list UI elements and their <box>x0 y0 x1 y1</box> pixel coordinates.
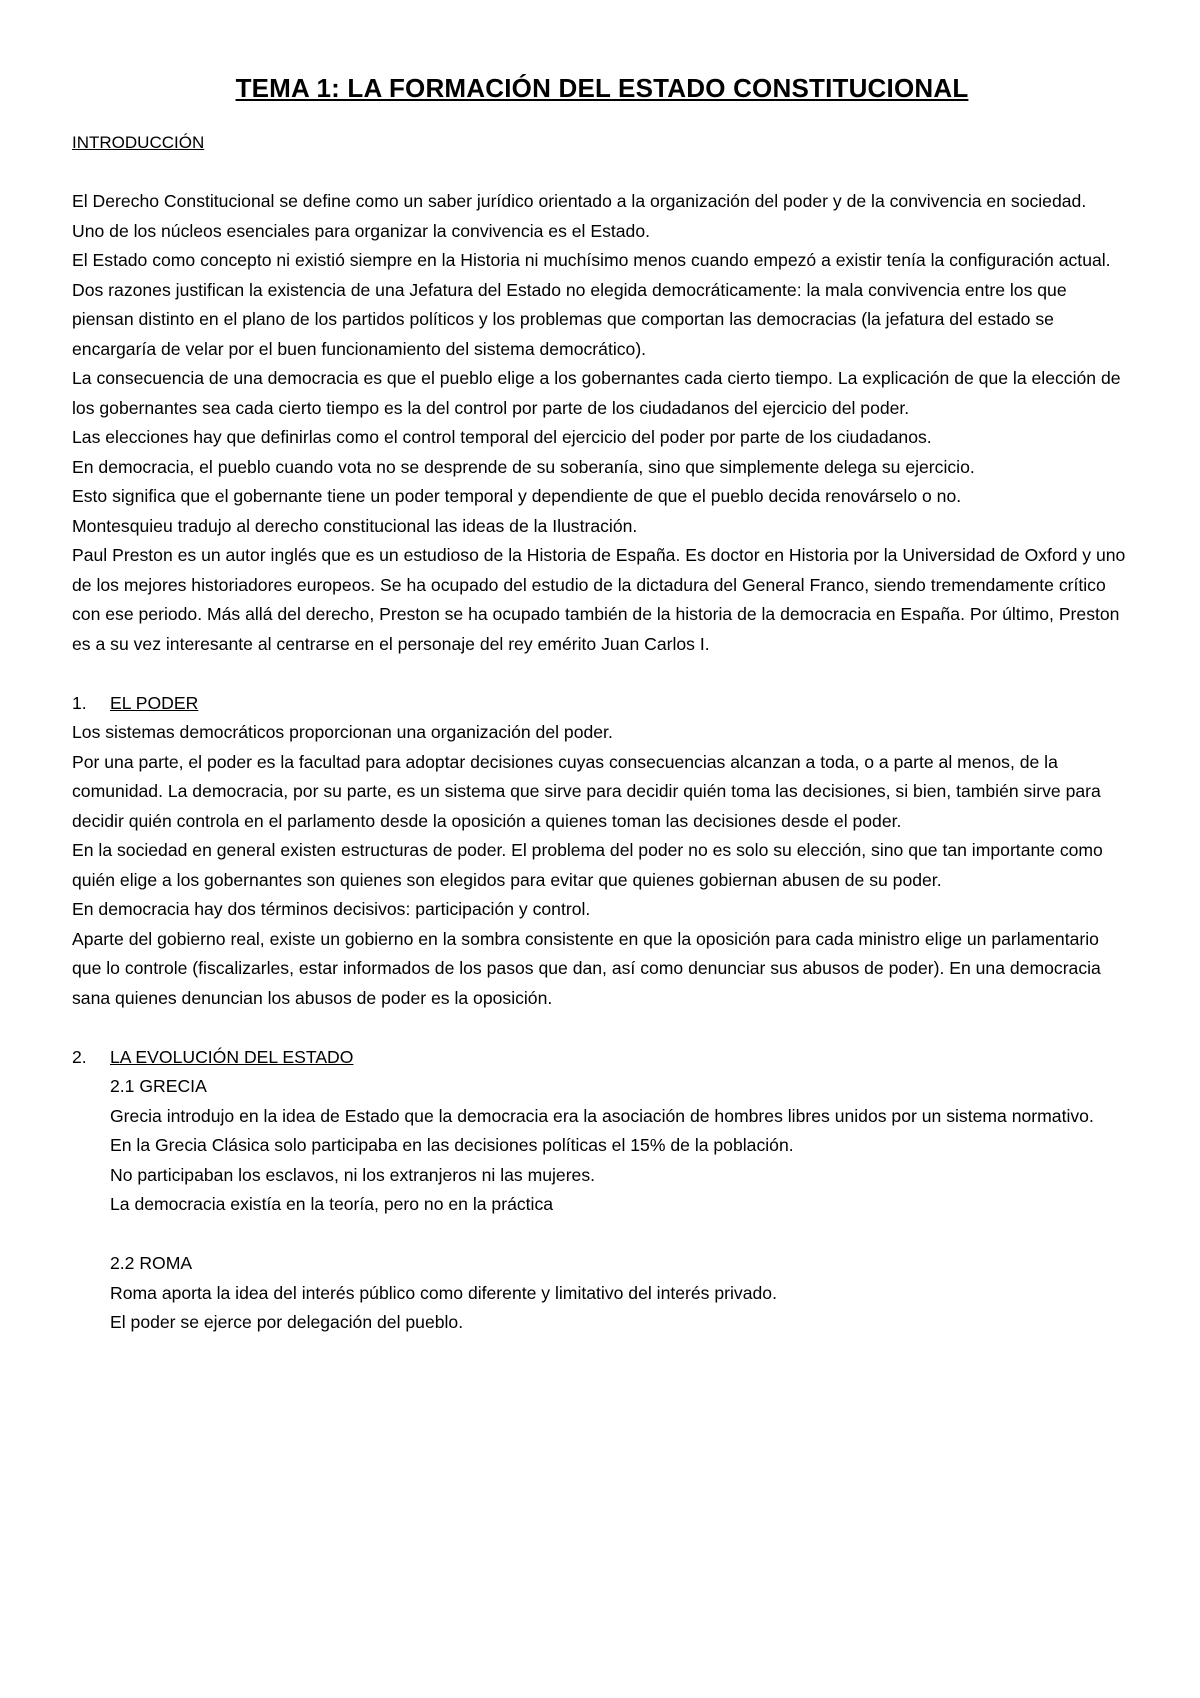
section-title: EL PODER <box>110 692 199 713</box>
subsection-paragraph: No participaban los esclavos, ni los extranjeros ni las mujeres. <box>110 1164 596 1185</box>
spacer <box>72 659 1132 689</box>
document-page <box>72 72 1132 1338</box>
section-1-paragraph: Los sistemas democráticos proporcionan una organización del poder. <box>72 722 613 742</box>
intro-paragraph: Uno de los núcleos esenciales para organizar la convivencia es el Estado. <box>72 220 650 241</box>
intro-paragraph: El Derecho Constitucional se define como un saber jurídico orientado a la organización del poder y de la convivencia en sociedad. <box>72 191 1087 211</box>
intro-paragraph: Montesquieu tradujo al derecho constitucional las ideas de la Ilustración. <box>72 515 638 536</box>
document-title: TEMA 1: LA FORMACIÓN DEL ESTADO CONSTITUCIONAL <box>235 73 969 103</box>
subsection-paragraph: Grecia introdujo en la idea de Estado que la democracia era la asociación de hombres libres unidos por un sistema normativo. <box>110 1105 1094 1126</box>
intro-heading: INTRODUCCIÓN <box>72 133 205 152</box>
subsection-paragraph: La democracia existía en la teoría, pero no en la práctica <box>110 1194 554 1214</box>
subsection-heading-grecia: 2.1 GRECIA <box>110 1076 207 1096</box>
section-1-heading <box>72 689 1132 719</box>
intro-paragraph: La consecuencia de una democracia es que el pueblo elige a los gobernantes cada cierto tiempo. La explicación de que la elección de los gobernantes sea cada cierto tiempo es la del control por parte de los ciudadanos del ejercicio del poder. <box>72 368 1121 418</box>
section-number: 1. <box>72 692 87 713</box>
subsection-paragraph: En la Grecia Clásica solo participaba en las decisiones políticas el 15% de la población. <box>110 1135 794 1155</box>
intro-paragraph: Las elecciones hay que definirlas como el control temporal del ejercicio del poder por parte de los ciudadanos. <box>72 427 932 447</box>
intro-paragraph: El Estado como concepto ni existió siempre en la Historia ni muchísimo menos cuando empezó a existir tenía la configuración actual. <box>72 250 1111 270</box>
spacer <box>110 1220 1132 1250</box>
subsection-heading-roma: 2.2 ROMA <box>110 1253 193 1273</box>
intro-paragraph: Esto significa que el gobernante tiene un poder temporal y dependiente de que el pueblo decida renovárselo o no. <box>72 486 962 506</box>
subsection-paragraph: Roma aporta la idea del interés público como diferente y limitativo del interés privado. <box>110 1282 777 1303</box>
section-2-heading <box>72 1043 1132 1073</box>
section-1-paragraph: En democracia hay dos términos decisivos: participación y control. <box>72 899 591 919</box>
section-title: LA EVOLUCIÓN DEL ESTADO <box>110 1046 354 1067</box>
spacer <box>72 158 1132 188</box>
section-1-paragraph: Por una parte, el poder es la facultad para adoptar decisiones cuyas consecuencias alcanzan a toda, o a parte al menos, de la comunidad. La democracia, por su parte, es un sistema que sirve para decidir quién toma las decisiones, si bien, también sirve para decidir quién controla en el parlamento desde la oposición a quienes toman las decisiones desde el poder. <box>72 751 1101 831</box>
section-number: 2. <box>72 1046 87 1067</box>
intro-paragraph: En democracia, el pueblo cuando vota no se desprende de su soberanía, sino que simplemente delega su ejercicio. <box>72 456 975 477</box>
spacer <box>72 1013 1132 1043</box>
intro-paragraph: Paul Preston es un autor inglés que es un estudioso de la Historia de España. Es doctor en Historia por la Universidad de Oxford y uno de los mejores historiadores europeos. Se ha ocupado del estudio de la dictadura del General Franco, siendo tremendamente crítico con ese periodo. Más allá del derecho, Preston se ha ocupado también de la historia de la democracia en España. Por último, Preston es a su vez interesante al centrarse en el personaje del rey emérito Juan Carlos I. <box>72 545 1126 654</box>
section-1-paragraph: En la sociedad en general existen estructuras de poder. El problema del poder no es solo su elección, sino que tan importante como quién elige a los gobernantes son quienes son elegidos para evitar que quienes gobiernan abusen de su poder. <box>72 840 1103 890</box>
intro-paragraph: Dos razones justifican la existencia de una Jefatura del Estado no elegida democráticamente: la mala convivencia entre los que piensan distinto en el plano de los partidos políticos y los problemas que comportan las democracias (la jefatura del estado se encargaría de velar por el buen funcionamiento del sistema democrático). <box>72 279 1067 359</box>
section-2-body <box>72 1072 1132 1338</box>
subsection-paragraph: El poder se ejerce por delegación del pueblo. <box>110 1312 464 1332</box>
section-1-paragraph: Aparte del gobierno real, existe un gobierno en la sombra consistente en que la oposición para cada ministro elige un parlamentario que lo controle (fiscalizarles, estar informados de los pasos que dan, así como denunciar sus abusos de poder). En una democracia sana quienes denuncian los abusos de poder es la oposición. <box>72 928 1101 1008</box>
